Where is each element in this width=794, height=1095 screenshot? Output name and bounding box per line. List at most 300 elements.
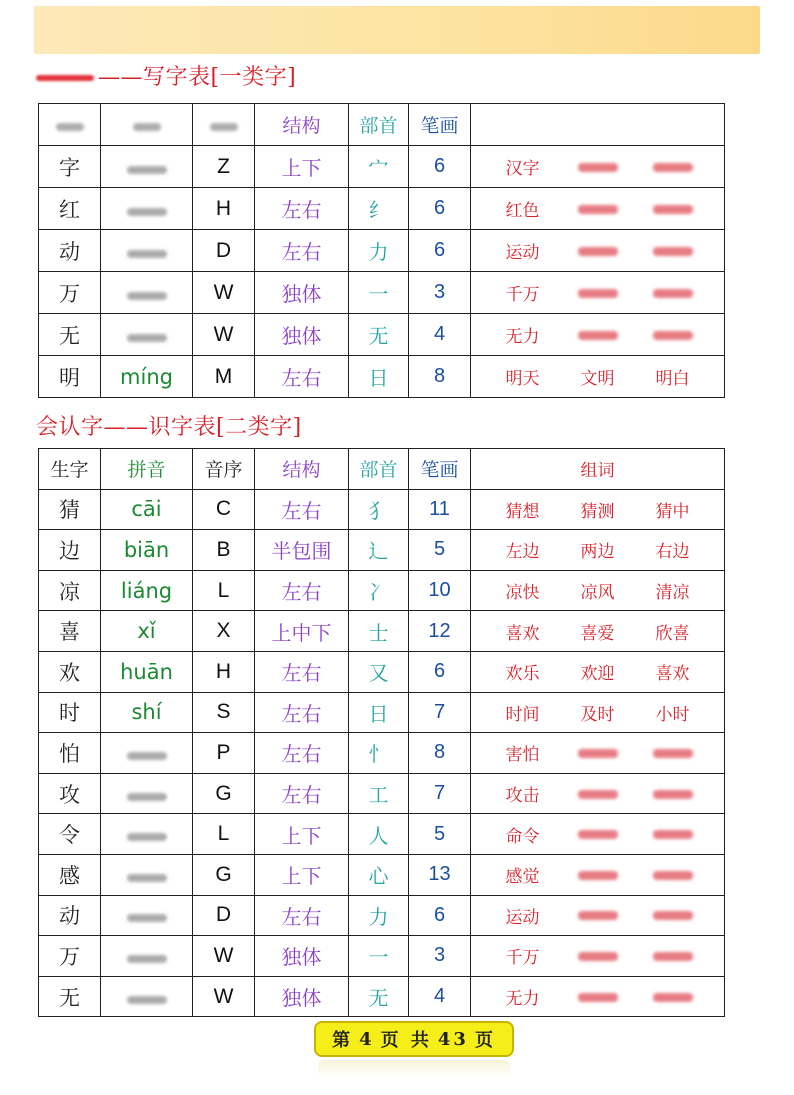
cell-character: 边 [39,530,101,571]
cell-character: 万 [39,272,101,314]
cell-words [471,814,725,855]
blurred-pinyin [127,914,167,922]
cell-structure: 上下 [255,146,349,188]
page-badge-reflection [318,1060,510,1078]
word-item: 猜测 [580,501,615,522]
blurred-header [210,123,238,131]
blurred-word [653,993,693,1002]
word-item: 凉风 [580,583,615,604]
cell-pinyin [101,936,193,977]
word-item: 左边 [505,542,540,563]
cell-radical: 一 [349,936,409,977]
cell-radical: 辶 [349,530,409,571]
word-item: 害怕 [505,745,540,766]
cell-radical: 工 [349,773,409,814]
cell-words [471,570,725,611]
header-radical-label: 部首 [359,459,398,482]
top-banner [34,6,760,54]
word-item: 红色 [505,201,540,221]
word-item-blurred [647,784,699,804]
cell-character: 明 [39,356,101,398]
cell-pinyin [101,773,193,814]
word-list [471,537,724,562]
cell-strokes: 6 [409,895,471,936]
blurred-pinyin [127,833,167,841]
blurred-word [578,163,618,172]
word-item-blurred [647,283,699,303]
cell-order: L [193,570,255,611]
word-item: 攻击 [505,786,540,807]
header-order [193,104,255,146]
cell-structure: 独体 [255,936,349,977]
header-char [39,104,101,146]
blurred-word [653,790,693,799]
word-list [471,322,724,347]
cell-structure: 左右 [255,692,349,733]
blurred-word [578,830,618,839]
header-pinyin [101,449,193,490]
cell-structure: 半包围 [255,530,349,571]
header-words [471,104,725,146]
cell-pinyin: liáng [101,570,193,611]
cell-character: 无 [39,976,101,1017]
blurred-word [653,205,693,214]
cell-character: 字 [39,146,101,188]
word-item-blurred [572,784,624,804]
cell-strokes: 8 [409,733,471,774]
blurred-word [578,749,618,758]
cell-pinyin [101,733,193,774]
cell-words [471,976,725,1017]
cell-order: W [193,936,255,977]
word-list [471,700,724,725]
blurred-word [578,289,618,298]
cell-radical: 忄 [349,733,409,774]
cell-pinyin: huān [101,651,193,692]
cell-order: P [193,733,255,774]
blurred-word [653,911,693,920]
table-row [39,854,725,895]
cell-pinyin [101,854,193,895]
word-list [471,862,724,887]
header-row [39,104,725,146]
cell-strokes: 11 [409,489,471,530]
cell-strokes: 12 [409,611,471,652]
cell-words [471,146,725,188]
word-item: 明天 [505,369,540,389]
cell-strokes: 4 [409,976,471,1017]
header-char-label: 生字 [50,459,89,482]
cell-pinyin [101,895,193,936]
cell-order: W [193,976,255,1017]
cell-structure: 独体 [255,272,349,314]
header-structure [255,449,349,490]
word-item-blurred [647,743,699,763]
header-structure-label: 结构 [282,115,321,137]
cell-structure: 左右 [255,895,349,936]
cell-radical: 力 [349,895,409,936]
word-item: 欢迎 [580,664,615,685]
cell-order: L [193,814,255,855]
blurred-word [653,749,693,758]
cell-structure: 左右 [255,356,349,398]
blurred-word [653,247,693,256]
blurred-word [653,163,693,172]
word-item-blurred [572,325,624,345]
cell-structure: 左右 [255,733,349,774]
blurred-word [578,993,618,1002]
cell-radical: 心 [349,854,409,895]
table-row [39,230,725,272]
cell-structure: 左右 [255,188,349,230]
cell-order: H [193,188,255,230]
word-item-blurred [572,824,624,844]
cell-structure: 独体 [255,976,349,1017]
blurred-word [578,247,618,256]
cell-structure: 上中下 [255,611,349,652]
cell-words [471,733,725,774]
word-item-blurred [647,865,699,885]
cell-radical: 宀 [349,146,409,188]
table-row [39,651,725,692]
header-strokes-label: 笔画 [420,459,459,482]
cell-structure: 左右 [255,489,349,530]
cell-pinyin: xǐ [101,611,193,652]
blurred-word [653,289,693,298]
word-list [471,740,724,765]
blurred-word [578,205,618,214]
header-strokes [409,449,471,490]
word-item: 时间 [505,704,540,725]
cell-pinyin [101,314,193,356]
word-list [471,619,724,644]
word-item-blurred [647,199,699,219]
cell-character: 喜 [39,611,101,652]
blurred-word [653,952,693,961]
cell-structure: 上下 [255,854,349,895]
word-item-blurred [572,283,624,303]
cell-pinyin [101,188,193,230]
cell-structure: 左右 [255,773,349,814]
cell-structure: 独体 [255,314,349,356]
cell-order: D [193,230,255,272]
cell-order: M [193,356,255,398]
cell-radical: 无 [349,314,409,356]
cell-order: D [193,895,255,936]
header-structure [255,104,349,146]
word-list [471,196,724,221]
cell-character: 凉 [39,570,101,611]
word-item-blurred [647,241,699,261]
cell-order: H [193,651,255,692]
cell-pinyin: biān [101,530,193,571]
section-title-write: ——写字表[一类字] [36,60,296,91]
cell-character: 万 [39,936,101,977]
header-order [193,449,255,490]
cell-order: W [193,314,255,356]
cell-character: 无 [39,314,101,356]
cell-pinyin: shí [101,692,193,733]
cell-radical: 力 [349,230,409,272]
word-list [471,238,724,263]
page-number-badge: 第 4 页 共 43 页 [314,1021,514,1057]
blurred-pinyin [127,793,167,801]
word-item: 汉字 [505,159,540,179]
header-strokes [409,104,471,146]
header-row [39,449,725,490]
word-list [471,943,724,968]
table-row [39,188,725,230]
header-pinyin-label: 拼音 [127,459,166,482]
cell-strokes: 5 [409,530,471,571]
blurred-word [653,871,693,880]
word-item-blurred [647,325,699,345]
word-item: 两边 [580,542,615,563]
cell-words [471,895,725,936]
word-item: 明白 [655,369,690,389]
cell-pinyin [101,230,193,272]
cell-words [471,692,725,733]
cell-radical: 纟 [349,188,409,230]
table-row [39,692,725,733]
cell-pinyin [101,272,193,314]
cell-structure: 左右 [255,230,349,272]
blurred-pinyin [127,292,167,300]
word-item: 猜想 [505,501,540,522]
cell-words [471,230,725,272]
blurred-pinyin [127,752,167,760]
cell-character: 感 [39,854,101,895]
word-list [471,781,724,806]
blurred-pinyin [127,334,167,342]
cell-radical: 士 [349,611,409,652]
cell-character: 猜 [39,489,101,530]
blurred-word [578,911,618,920]
table-row [39,814,725,855]
word-item-blurred [647,157,699,177]
word-item: 文明 [580,369,615,389]
header-char [39,449,101,490]
cell-character: 攻 [39,773,101,814]
word-list [471,659,724,684]
header-strokes-label: 笔画 [420,115,459,137]
cell-order: W [193,272,255,314]
word-item: 凉快 [505,583,540,604]
blurred-pinyin [127,996,167,1004]
blurred-word [653,830,693,839]
word-item: 喜欢 [655,664,690,685]
word-list [471,903,724,928]
blurred-pinyin [127,250,167,258]
cell-character: 令 [39,814,101,855]
recognize-character-table [38,448,725,1017]
cell-pinyin: cāi [101,489,193,530]
word-item: 小时 [655,704,690,725]
cell-structure: 左右 [255,570,349,611]
word-item: 欢乐 [505,664,540,685]
table-row [39,146,725,188]
word-item-blurred [572,157,624,177]
table-row [39,773,725,814]
cell-words [471,489,725,530]
cell-words [471,272,725,314]
table-row [39,895,725,936]
word-item-blurred [647,946,699,966]
table-row [39,611,725,652]
word-item: 右边 [655,542,690,563]
cell-strokes: 3 [409,272,471,314]
cell-character: 怕 [39,733,101,774]
word-item: 无力 [505,989,540,1010]
word-item: 欣喜 [655,623,690,644]
word-list [471,578,724,603]
cell-structure: 上下 [255,814,349,855]
table-row [39,733,725,774]
cell-order: B [193,530,255,571]
blurred-pinyin [127,166,167,174]
cell-words [471,530,725,571]
blurred-header [56,123,84,131]
write-character-table [38,103,725,398]
cell-character: 红 [39,188,101,230]
word-item-blurred [572,865,624,885]
blurred-pinyin [127,874,167,882]
cell-strokes: 6 [409,146,471,188]
cell-words [471,314,725,356]
header-radical [349,449,409,490]
header-pinyin [101,104,193,146]
cell-words [471,611,725,652]
cell-pinyin [101,976,193,1017]
table-row [39,356,725,398]
blurred-title-prefix [36,75,94,81]
cell-words [471,936,725,977]
cell-strokes: 13 [409,854,471,895]
cell-radical: 冫 [349,570,409,611]
word-item: 感觉 [505,867,540,888]
table-row [39,570,725,611]
table-row [39,936,725,977]
blurred-pinyin [127,208,167,216]
blurred-word [578,952,618,961]
table-row [39,272,725,314]
blurred-pinyin [127,955,167,963]
word-item: 运动 [505,907,540,928]
header-radical-label: 部首 [359,115,398,137]
cell-radical: 日 [349,692,409,733]
cell-words [471,188,725,230]
cell-character: 动 [39,230,101,272]
cell-order: Z [193,146,255,188]
cell-strokes: 6 [409,188,471,230]
cell-pinyin [101,146,193,188]
table-row [39,489,725,530]
cell-order: G [193,854,255,895]
cell-words [471,773,725,814]
word-item-blurred [572,199,624,219]
header-words-label: 组词 [580,461,615,482]
word-item: 猜中 [655,501,690,522]
table-row [39,530,725,571]
header-structure-label: 结构 [282,459,321,482]
header-radical [349,104,409,146]
blurred-header [133,123,161,131]
cell-radical: 一 [349,272,409,314]
word-list [471,822,724,847]
word-item: 千万 [505,285,540,305]
cell-radical: 犭 [349,489,409,530]
cell-strokes: 4 [409,314,471,356]
word-item: 喜欢 [505,623,540,644]
word-item-blurred [572,987,624,1007]
cell-strokes: 7 [409,692,471,733]
table-row [39,976,725,1017]
blurred-word [578,331,618,340]
section-title-recognize: 会认字——识字表[二类字] [36,415,302,440]
cell-radical: 日 [349,356,409,398]
cell-strokes: 3 [409,936,471,977]
cell-strokes: 5 [409,814,471,855]
word-list [471,984,724,1009]
cell-character: 时 [39,692,101,733]
cell-strokes: 8 [409,356,471,398]
word-item: 及时 [580,704,615,725]
cell-strokes: 6 [409,651,471,692]
cell-character: 动 [39,895,101,936]
word-item: 运动 [505,243,540,263]
word-item: 清凉 [655,583,690,604]
cell-pinyin [101,814,193,855]
word-list [471,364,724,389]
cell-character: 欢 [39,651,101,692]
word-item: 无力 [505,327,540,347]
cell-pinyin: míng [101,356,193,398]
cell-strokes: 10 [409,570,471,611]
blurred-word [653,331,693,340]
word-item-blurred [572,743,624,763]
cell-order: S [193,692,255,733]
cell-strokes: 7 [409,773,471,814]
header-words [471,449,725,490]
cell-words [471,854,725,895]
cell-radical: 无 [349,976,409,1017]
header-order-label: 音序 [204,459,243,482]
cell-order: G [193,773,255,814]
table-row [39,314,725,356]
word-item-blurred [647,905,699,925]
word-item-blurred [572,241,624,261]
blurred-word [578,871,618,880]
word-item-blurred [572,905,624,925]
cell-order: C [193,489,255,530]
word-list [471,154,724,179]
word-item-blurred [572,946,624,966]
cell-words [471,356,725,398]
word-item: 千万 [505,948,540,969]
word-item-blurred [647,824,699,844]
cell-radical: 人 [349,814,409,855]
cell-strokes: 6 [409,230,471,272]
cell-words [471,651,725,692]
cell-order: X [193,611,255,652]
blurred-word [578,790,618,799]
word-item: 命令 [505,826,540,847]
cell-structure: 左右 [255,651,349,692]
word-item-blurred [647,987,699,1007]
word-list [471,280,724,305]
cell-radical: 又 [349,651,409,692]
word-item: 喜爱 [580,623,615,644]
